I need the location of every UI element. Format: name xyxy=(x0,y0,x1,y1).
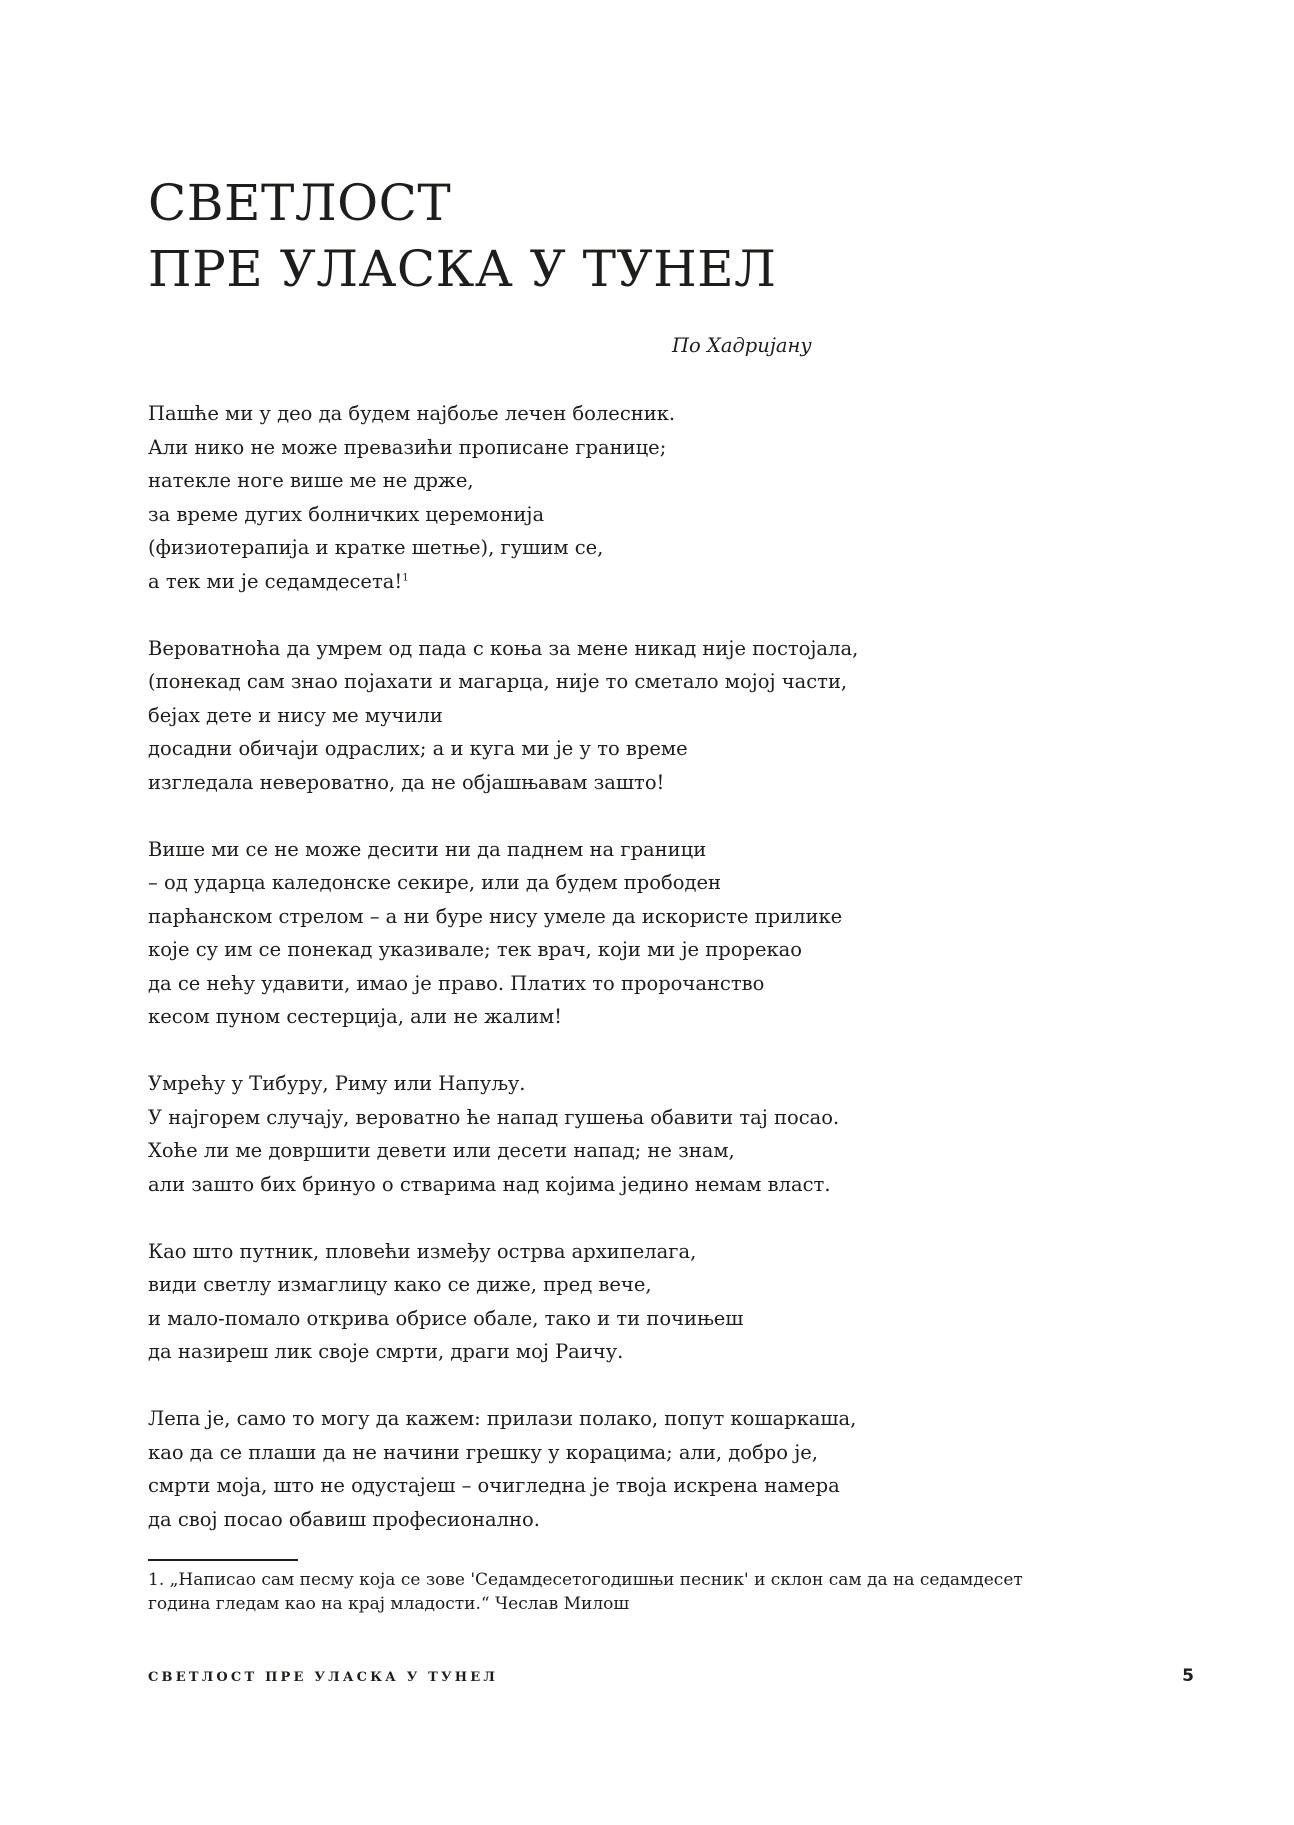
verse-line: Више ми се не може десити ни да паднем на граници xyxy=(148,837,707,861)
verse-line: Пашће ми у део да будем најбоље лечен болесник. xyxy=(148,402,676,425)
verse-line: које су им се понекад указивале; тек врач, који ми је прорекао xyxy=(148,938,803,961)
verse-line: – од ударца каледонске секире, или да будем прободен xyxy=(148,871,722,894)
verse-line-with-footnote xyxy=(148,565,1148,599)
verse-line: Хоће ли ме довршити девети или десети напад; не знам, xyxy=(148,1139,735,1162)
verse-line: (физиотерапија и кратке шетње), гушим се, xyxy=(148,536,604,559)
verse-line: бејах дете и нису ме мучили xyxy=(148,703,443,727)
verse-line: парћанском стрелом – а ни буре нису умеле да искористе прилике xyxy=(148,904,843,928)
verse-line: (понекад сам знао појахати и магарца, није то сметало мојој части, xyxy=(148,670,848,693)
verse-line: Као што путник, пловећи између острва архипелага, xyxy=(148,1239,697,1263)
verse-line: и мало-помало открива обрисе обале, тако и ти почињеш xyxy=(148,1306,744,1330)
verse-text: а тек ми је седамдесета! xyxy=(148,569,403,593)
page-number: 5 xyxy=(1182,1666,1194,1686)
verse-line: да назиреш лик своје смрти, драги мој Раичу. xyxy=(148,1340,624,1363)
verse-line: али зашто бих бринуо о стварима над којима једино немам власт. xyxy=(148,1172,831,1196)
stanza-6 xyxy=(148,1402,1148,1536)
verse-line: изгледала невероватно, да не објашњавам зашто! xyxy=(148,770,665,794)
footnote-reference[interactable]: 1 xyxy=(402,572,409,583)
footnote xyxy=(148,1568,1128,1616)
stanza-4 xyxy=(148,1067,1148,1201)
stanza-5 xyxy=(148,1235,1148,1369)
verse-line: да свој посао обавиш професионално. xyxy=(148,1507,540,1531)
verse-line: кесом пуном сестерција, али не жалим! xyxy=(148,1005,563,1028)
verse-line: Умрећу у Тибуру, Риму или Напуљу. xyxy=(148,1072,526,1095)
poem-title-line-1: СВЕТЛОСТ xyxy=(148,174,452,232)
verse-line: У најгорем случају, вероватно ће напад гушења обавити тај посао. xyxy=(148,1105,840,1129)
poem-dedication: По Хадријану xyxy=(672,334,812,357)
verse-line: Лепа је, само то могу да кажем: прилази полако, попут кошаркаша, xyxy=(148,1407,857,1430)
footnote-line-1: 1. „Написао сам песму која се зове 'Седамдесетогодишњи песник' и склон сам да на седамдесет xyxy=(148,1570,1023,1590)
stanza-3 xyxy=(148,833,1148,1034)
verse-line: као да се плаши да не начини грешку у корацима; али, добро је, xyxy=(148,1440,818,1464)
poem-body xyxy=(148,397,1148,1570)
poem-title-line-2: ПРЕ УЛАСКА У ТУНЕЛ xyxy=(148,240,777,298)
running-head: СВЕТЛОСТ ПРЕ УЛАСКА У ТУНЕЛ xyxy=(148,1670,499,1685)
stanza-1 xyxy=(148,397,1148,598)
verse-line: види светлу измаглицу како се диже, пред вече, xyxy=(148,1273,652,1296)
verse-line: Вероватноћа да умрем од пада с коња за мене никад није постојала, xyxy=(148,636,859,660)
verse-line: смрти моја, што не одустајеш – очигледна је твоја искрена намера xyxy=(148,1474,840,1497)
poem-title xyxy=(148,170,776,302)
footnote-line-2: година гледам као на крај младости.“ Чеслав Милош xyxy=(148,1594,630,1614)
verse-line: досадни обичаји одраслих; а и куга ми је у то време xyxy=(148,737,688,760)
verse-line: да се нећу удавити, имао је право. Платих то пророчанство xyxy=(148,971,765,995)
verse-line: натекле ноге више ме не држе, xyxy=(148,469,474,492)
verse-line: Али нико не може превазићи прописане границе; xyxy=(148,435,667,459)
footnote-divider xyxy=(148,1559,298,1561)
verse-line: за време дугих болничких церемонија xyxy=(148,502,545,526)
stanza-2 xyxy=(148,632,1148,800)
